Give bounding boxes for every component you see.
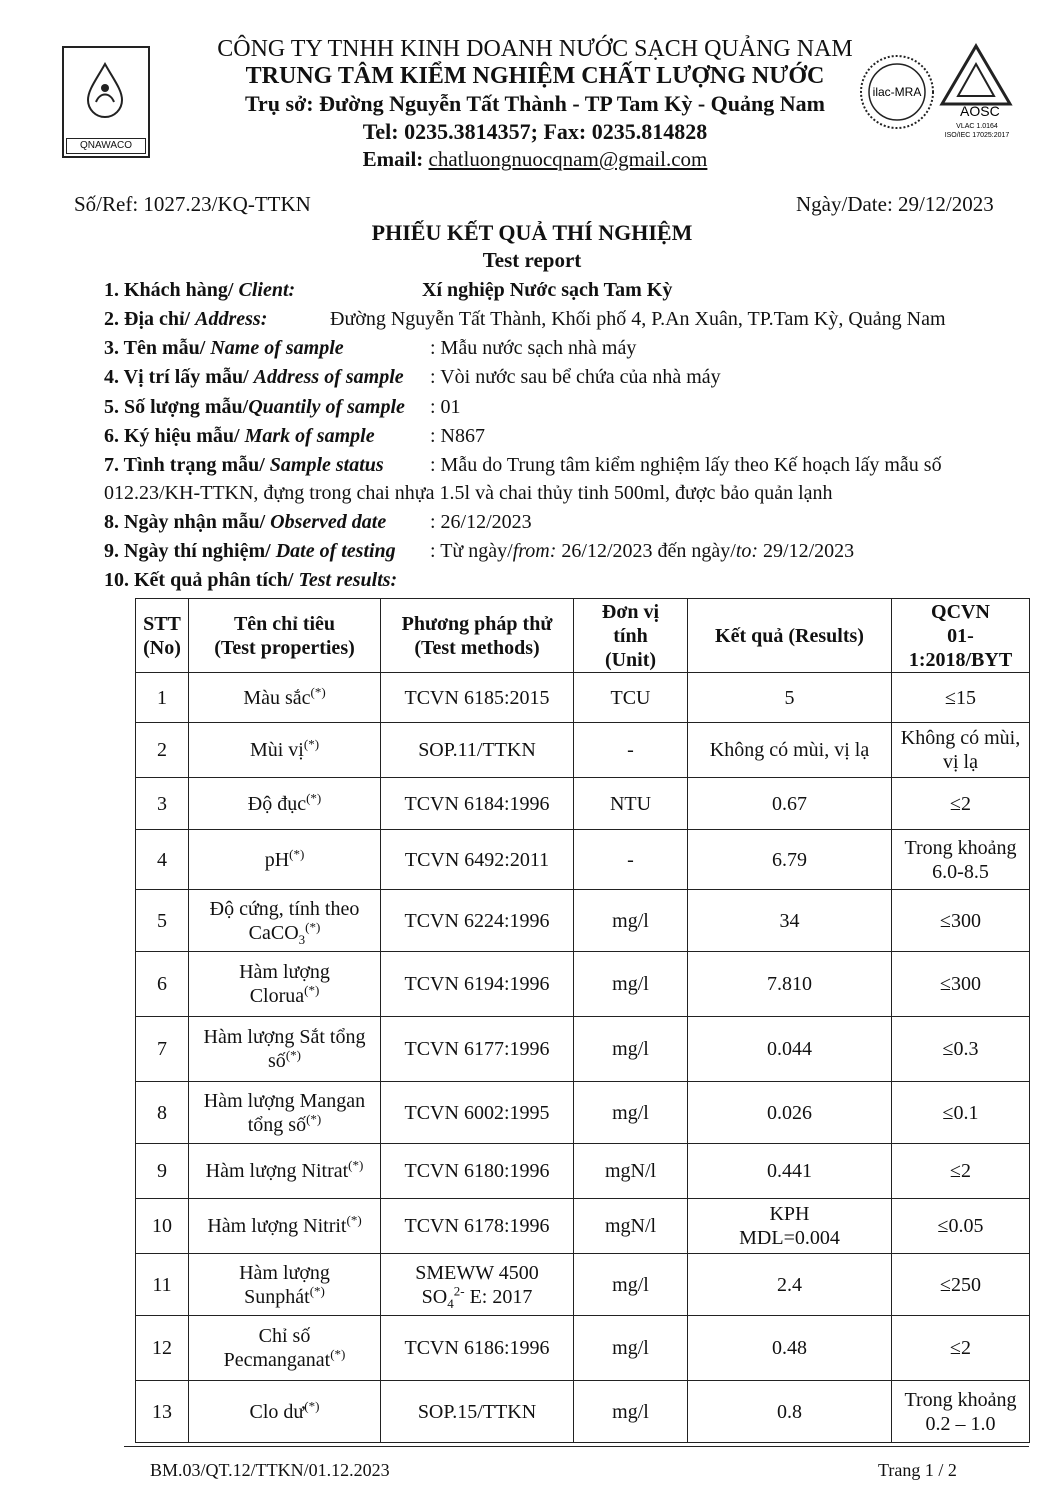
page-number: Trang 1 / 2 (878, 1460, 957, 1480)
address-label: 2. Địa chỉ/ Address: (104, 308, 268, 330)
cell-unit: mg/l (574, 1017, 688, 1082)
col-header-unit: Đơn vị tính (Unit) (574, 599, 688, 673)
logo-label: QNAWACO (66, 138, 146, 154)
test-results-label: 10. Kết quả phân tích/ Test results: (104, 569, 398, 591)
sample-location-value: : Vòi nước sau bể chứa của nhà máy (430, 366, 721, 388)
cell-no: 2 (136, 723, 189, 778)
sample-mark-value: : N867 (430, 425, 485, 447)
iso-text: ISO/IEC 17025:2017 (944, 132, 1010, 139)
email-link[interactable]: chatluongnuocqnam@gmail.com (428, 147, 708, 171)
table-row (136, 673, 1030, 723)
table-row (136, 1082, 1030, 1144)
table-row (136, 952, 1030, 1017)
cell-result: 34 (688, 890, 892, 952)
footer-divider (124, 1446, 1029, 1447)
company-name: CÔNG TY TNHH KINH DOANH NƯỚC SẠCH QUẢNG NAM (217, 36, 853, 62)
table-row (136, 1381, 1030, 1443)
cell-property: Hàm lượng Sunphát(*) (189, 1254, 381, 1316)
col-header-no: STT (No) (136, 599, 189, 673)
vilas-text: VLAC 1.0164 (956, 123, 998, 130)
sample-mark-label: 6. Ký hiệu mẫu/ Mark of sample (104, 425, 375, 447)
cell-property: Độ cứng, tính theo CaCO$_3$(*) (189, 890, 381, 952)
sample-name-label: 3. Tên mẫu/ Name of sample (104, 337, 344, 359)
sample-status-value: : Mẫu do Trung tâm kiểm nghiệm lấy theo Kế hoạch lấy mẫu số (430, 454, 942, 476)
cell-method: SOP.15/TTKN (381, 1381, 574, 1443)
cell-result: 2.4 (688, 1254, 892, 1316)
ilac-seal-text: ilac-MRA (872, 85, 922, 99)
cell-standard: ≤2 (892, 1316, 1030, 1381)
sample-quantity-value: : 01 (430, 396, 461, 418)
table-row (136, 778, 1030, 830)
cell-method: SOP.11/TTKN (381, 723, 574, 778)
sample-status-label: 7. Tình trạng mẫu/ Sample status (104, 454, 384, 476)
cell-property: Màu sắc(*) (189, 673, 381, 723)
email-label: Email: (362, 147, 429, 171)
table-row (136, 1199, 1030, 1254)
results-table-body (136, 673, 1030, 1443)
cell-standard: ≤300 (892, 890, 1030, 952)
client-value: Xí nghiệp Nước sạch Tam Kỳ (422, 279, 673, 301)
cell-standard: ≤0.05 (892, 1199, 1030, 1254)
cell-method: TCVN 6002:1995 (381, 1082, 574, 1144)
cell-result: 0.8 (688, 1381, 892, 1443)
cell-unit: mgN/l (574, 1199, 688, 1254)
cell-no: 13 (136, 1381, 189, 1443)
cell-result: 0.48 (688, 1316, 892, 1381)
cell-method: TCVN 6177:1996 (381, 1017, 574, 1082)
col-header-results: Kết quả (Results) (688, 599, 892, 673)
aosc-text: AOSC (960, 103, 1000, 119)
table-row (136, 1254, 1030, 1316)
cell-unit: TCU (574, 673, 688, 723)
client-label: 1. Khách hàng/ Client: (104, 279, 296, 301)
cell-method: TCVN 6492:2011 (381, 830, 574, 890)
cell-no: 4 (136, 830, 189, 890)
cell-standard: ≤300 (892, 952, 1030, 1017)
cell-unit: - (574, 723, 688, 778)
col-header-standard: QCVN 01- 1:2018/BYT (892, 599, 1030, 673)
cell-standard: ≤2 (892, 1144, 1030, 1199)
cell-standard: Trong khoảng 6.0-8.5 (892, 830, 1030, 890)
cell-method: TCVN 6178:1996 (381, 1199, 574, 1254)
cell-property: Hàm lượng Mangan tổng số(*) (189, 1082, 381, 1144)
cell-property: Chỉ số Pecmanganat(*) (189, 1316, 381, 1381)
col-header-methods: Phương pháp thử (Test methods) (381, 599, 574, 673)
cell-result: 0.67 (688, 778, 892, 830)
cell-result: 0.026 (688, 1082, 892, 1144)
cell-standard: ≤2 (892, 778, 1030, 830)
cell-method: TCVN 6194:1996 (381, 952, 574, 1017)
cell-standard: Không có mùi, vị lạ (892, 723, 1030, 778)
cell-no: 3 (136, 778, 189, 830)
cell-unit: NTU (574, 778, 688, 830)
cell-property: Hàm lượng Nitrit(*) (189, 1199, 381, 1254)
cell-method: TCVN 6184:1996 (381, 778, 574, 830)
col-header-properties: Tên chỉ tiêu (Test properties) (189, 599, 381, 673)
report-title: PHIẾU KẾT QUẢ THÍ NGHIỆM (371, 220, 693, 245)
aosc-accreditation-icon (932, 42, 1022, 142)
cell-standard: ≤0.3 (892, 1017, 1030, 1082)
address-value: Đường Nguyễn Tất Thành, Khối phố 4, P.An Xuân, TP.Tam Kỳ, Quảng Nam (330, 308, 946, 330)
cell-unit: mg/l (574, 1254, 688, 1316)
contact-phone-fax: Tel: 0235.3814357; Fax: 0235.814828 (362, 119, 708, 144)
ilac-mra-seal-icon (857, 52, 937, 132)
cell-unit: mg/l (574, 952, 688, 1017)
cell-result: 0.441 (688, 1144, 892, 1199)
cell-no: 8 (136, 1082, 189, 1144)
cell-method: SMEWW 4500 $SO_4^{2-}$ E: 2017 (381, 1254, 574, 1316)
cell-property: Mùi vị(*) (189, 723, 381, 778)
contact-email (150, 147, 920, 172)
form-code: BM.03/QT.12/TTKN/01.12.2023 (150, 1460, 390, 1480)
center-name: TRUNG TÂM KIỂM NGHIỆM CHẤT LƯỢNG NƯỚC (245, 63, 825, 89)
table-row (136, 830, 1030, 890)
cell-result: KPH MDL=0.004 (688, 1199, 892, 1254)
testing-date-value: : Từ ngày/from: 26/12/2023 đến ngày/to: 29/12/2023 (430, 540, 855, 562)
observed-date-value: : 26/12/2023 (430, 511, 532, 533)
cell-standard: ≤15 (892, 673, 1030, 723)
cell-property: Clo dư(*) (189, 1381, 381, 1443)
cell-property: pH(*) (189, 830, 381, 890)
cell-method: TCVN 6186:1996 (381, 1316, 574, 1381)
cell-no: 10 (136, 1199, 189, 1254)
table-row (136, 1144, 1030, 1199)
table-row (136, 723, 1030, 778)
cell-unit: mgN/l (574, 1144, 688, 1199)
cell-no: 9 (136, 1144, 189, 1199)
cell-method: TCVN 6180:1996 (381, 1144, 574, 1199)
sample-location-label: 4. Vị trí lấy mẫu/ Address of sample (104, 366, 404, 388)
cell-standard: ≤0.1 (892, 1082, 1030, 1144)
cell-no: 1 (136, 673, 189, 723)
sample-name-value: : Mẫu nước sạch nhà máy (430, 337, 637, 359)
cell-unit: mg/l (574, 890, 688, 952)
cell-no: 5 (136, 890, 189, 952)
cell-result: 7.810 (688, 952, 892, 1017)
sample-status-value-cont: 012.23/KH-TTKN, đựng trong chai nhựa 1.5l và chai thủy tinh 500ml, được bảo quản lạnh (104, 482, 833, 504)
cell-property: Hàm lượng Nitrat(*) (189, 1144, 381, 1199)
cell-result: 6.79 (688, 830, 892, 890)
cell-unit: mg/l (574, 1381, 688, 1443)
water-drop-logo-icon (84, 62, 126, 120)
cell-method: TCVN 6224:1996 (381, 890, 574, 952)
cell-unit: mg/l (574, 1082, 688, 1144)
head-office-address: Trụ sở: Đường Nguyễn Tất Thành - TP Tam Kỳ - Quảng Nam (245, 91, 825, 116)
reference-number: Số/Ref: 1027.23/KQ-TTKN (74, 192, 311, 216)
sample-quantity-label: 5. Số lượng mẫu/Quantily of sample (104, 396, 405, 418)
results-table (135, 598, 1030, 1443)
report-subtitle: Test report (482, 248, 582, 272)
observed-date-label: 8. Ngày nhận mẫu/ Observed date (104, 511, 387, 533)
company-logo (62, 46, 150, 158)
cell-unit: - (574, 830, 688, 890)
table-row (136, 1017, 1030, 1082)
table-header-row (136, 599, 1030, 673)
cell-result: Không có mùi, vị lạ (688, 723, 892, 778)
cell-result: 0.044 (688, 1017, 892, 1082)
testing-date-label: 9. Ngày thí nghiệm/ Date of testing (104, 540, 396, 562)
cell-no: 6 (136, 952, 189, 1017)
cell-property: Hàm lượng Clorua(*) (189, 952, 381, 1017)
cell-no: 12 (136, 1316, 189, 1381)
cell-property: Hàm lượng Sắt tổng số(*) (189, 1017, 381, 1082)
cell-no: 11 (136, 1254, 189, 1316)
cell-no: 7 (136, 1017, 189, 1082)
table-row (136, 890, 1030, 952)
cell-standard: Trong khoảng 0.2 – 1.0 (892, 1381, 1030, 1443)
cell-property: Độ đục(*) (189, 778, 381, 830)
cell-unit: mg/l (574, 1316, 688, 1381)
cell-standard: ≤250 (892, 1254, 1030, 1316)
cell-method: TCVN 6185:2015 (381, 673, 574, 723)
cell-result: 5 (688, 673, 892, 723)
table-row (136, 1316, 1030, 1381)
report-date: Ngày/Date: 29/12/2023 (796, 192, 994, 216)
